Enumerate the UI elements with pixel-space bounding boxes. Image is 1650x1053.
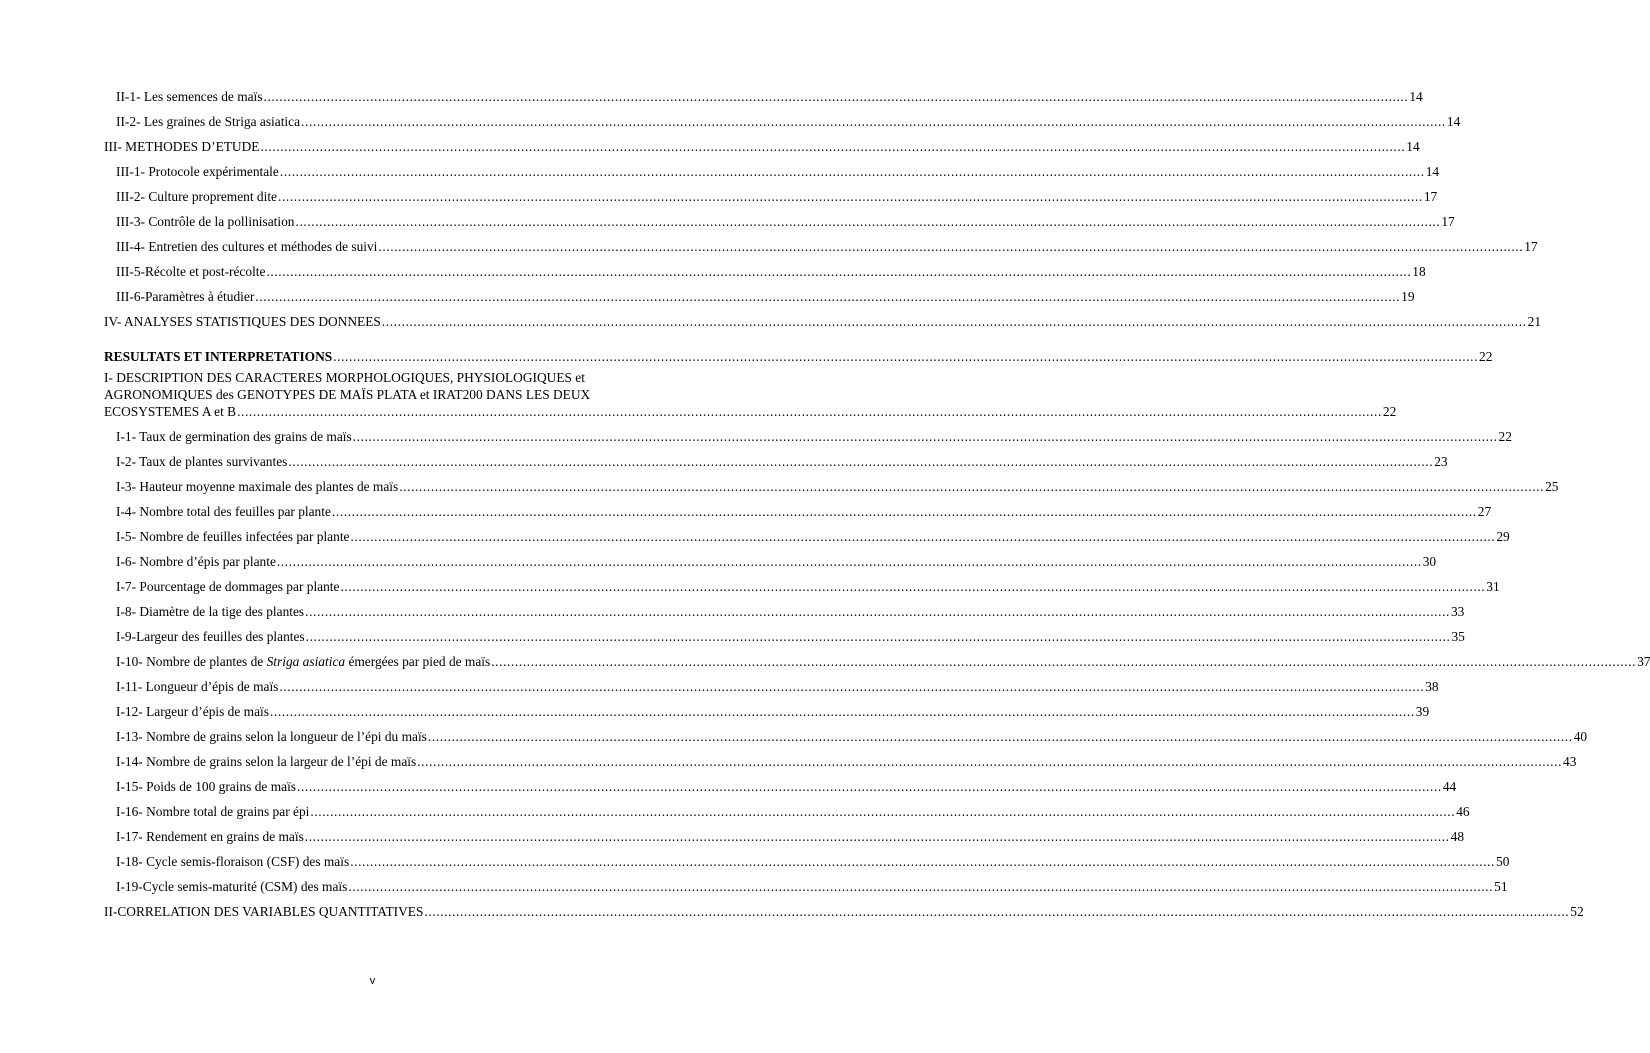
toc-entry-last-line — [104, 403, 1397, 420]
toc-entry-page: 52 — [1570, 904, 1584, 919]
toc-entry[interactable] — [104, 88, 1423, 105]
toc-entry-label: I-4- Nombre total des feuilles par plante — [116, 504, 331, 519]
toc-entry-page: 22 — [1382, 404, 1397, 419]
toc-entry[interactable] — [104, 453, 1448, 470]
toc-entry-label: I-2- Taux de plantes survivantes — [116, 454, 288, 469]
toc-entry-page: 14 — [1446, 114, 1461, 129]
dot-leader — [237, 403, 1382, 420]
toc-entry[interactable] — [104, 578, 1500, 595]
toc-entry[interactable] — [104, 703, 1430, 720]
toc-entry[interactable] — [104, 503, 1492, 520]
toc-entry-label: II-1- Les semences de maïs — [116, 89, 263, 104]
toc-entry-label: III-4- Entretien des cultures et méthodes de suivi — [116, 239, 378, 254]
toc-entry[interactable] — [104, 603, 1465, 620]
toc-entry-label: I-6- Nombre d’épis par plante — [116, 554, 276, 569]
toc-entry-label: I-17- Rendement en grains de maïs — [116, 829, 304, 844]
toc-entry[interactable] — [104, 288, 1415, 305]
toc-entry-label: I-5- Nombre de feuilles infectées par plante — [116, 529, 350, 544]
toc-entry-label: I-3- Hauteur moyenne maximale des plantes de maïs — [116, 479, 399, 494]
dot-leader — [351, 528, 1496, 545]
dot-leader — [305, 603, 1450, 620]
toc-entry[interactable] — [104, 188, 1438, 205]
toc-entry-label-line: AGRONOMIQUES des GENOTYPES DE MAÏS PLATA et IRAT200 DANS LES DEUX — [104, 387, 591, 402]
table-of-contents — [104, 88, 1650, 920]
toc-entry[interactable] — [104, 628, 1465, 645]
toc-entry-label: III-1- Protocole expérimentale — [116, 164, 279, 179]
toc-entry-label-line: I- DESCRIPTION DES CARACTERES MORPHOLOGIQUES, PHYSIOLOGIQUES et — [104, 370, 585, 385]
toc-entry-description[interactable] — [104, 369, 1397, 420]
dot-leader — [332, 503, 1477, 520]
dot-leader — [382, 313, 1527, 330]
toc-entry[interactable] — [104, 728, 1588, 745]
toc-entry-page: 43 — [1563, 754, 1577, 769]
toc-entry-page: 33 — [1450, 604, 1465, 619]
toc-entry[interactable] — [104, 263, 1426, 280]
toc-entry-label: III- METHODES D’ETUDE — [104, 139, 260, 154]
toc-entry-page: 14 — [1406, 139, 1420, 154]
toc-entry-label: I-12- Largeur d’épis de maïs — [116, 704, 269, 719]
dot-leader — [348, 878, 1493, 895]
page-number: v — [369, 975, 376, 987]
toc-entry-page: 27 — [1477, 504, 1492, 519]
toc-entry-label: IV- ANALYSES STATISTIQUES DES DONNEES — [104, 314, 381, 329]
toc-entry[interactable] — [104, 803, 1470, 820]
toc-entry-page: 37 — [1637, 654, 1650, 669]
dot-leader — [277, 553, 1422, 570]
dot-leader — [424, 903, 1569, 920]
toc-entry[interactable] — [104, 478, 1559, 495]
toc-entry-page: 14 — [1409, 89, 1423, 104]
toc-entry-label: III-3- Contrôle de la pollinisation — [116, 214, 295, 229]
dot-leader — [266, 263, 1411, 280]
toc-entry[interactable] — [104, 678, 1439, 695]
toc-entry[interactable] — [104, 553, 1437, 570]
toc-entry-label: III-2- Culture proprement dite — [116, 189, 278, 204]
toc-entry-label: I-11- Longueur d’épis de maïs — [116, 679, 279, 694]
toc-entry-page: 46 — [1456, 804, 1470, 819]
toc-entry[interactable] — [104, 853, 1510, 870]
toc-entry-page: 31 — [1486, 579, 1500, 594]
toc-entry-label: III-6-Paramètres à étudier — [116, 289, 255, 304]
toc-entry-label: I-1- Taux de germination des grains de maïs — [116, 429, 352, 444]
dot-leader — [255, 288, 1400, 305]
dot-leader — [340, 578, 1485, 595]
toc-entry-page: 29 — [1496, 529, 1510, 544]
toc-entry-label: I-7- Pourcentage de dommages par plante — [116, 579, 340, 594]
toc-entry-label-suffix: émergées par pied de maïs — [345, 654, 491, 669]
toc-entry-page: 25 — [1545, 479, 1559, 494]
toc-heading-label: RESULTATS ET INTERPRETATIONS — [104, 349, 333, 364]
toc-entry-page: 48 — [1450, 829, 1465, 844]
toc-entry-label: I-15- Poids de 100 grains de maïs — [116, 779, 297, 794]
toc-entry-label: I-18- Cycle semis-floraison (CSF) des maïs — [116, 854, 350, 869]
dot-leader — [491, 653, 1636, 670]
dot-leader — [278, 188, 1423, 205]
dot-leader — [310, 803, 1455, 820]
toc-entry[interactable] — [104, 753, 1577, 770]
toc-entry-page: 51 — [1494, 879, 1508, 894]
toc-entry-page: 35 — [1451, 629, 1465, 644]
toc-entry-page: 50 — [1496, 854, 1510, 869]
toc-entry-label: II-CORRELATION DES VARIABLES QUANTITATIVES — [104, 904, 424, 919]
dot-leader — [333, 348, 1478, 365]
toc-entry-page: 17 — [1441, 214, 1455, 229]
toc-entry-page: 19 — [1401, 289, 1415, 304]
toc-entry-page: 17 — [1423, 189, 1438, 204]
dot-leader — [260, 138, 1405, 155]
toc-entry-label: I-13- Nombre de grains selon la longueur de l’épi du maïs — [116, 729, 427, 744]
dot-leader — [288, 453, 1433, 470]
toc-entry-label: ECOSYSTEMES A et B — [104, 404, 237, 419]
dot-leader — [306, 628, 1451, 645]
toc-section-heading[interactable] — [104, 348, 1493, 365]
toc-entry-page: 21 — [1527, 314, 1542, 329]
species-name: Striga asiatica — [266, 654, 346, 669]
dot-leader — [417, 753, 1562, 770]
dot-leader — [301, 113, 1446, 130]
toc-entry[interactable] — [104, 313, 1542, 330]
toc-entry-page: 17 — [1524, 239, 1538, 254]
toc-entry-page: 23 — [1434, 454, 1448, 469]
toc-entry-label: I-9-Largeur des feuilles des plantes — [116, 629, 305, 644]
toc-entry[interactable] — [104, 828, 1465, 845]
toc-entry-label: I-14- Nombre de grains selon la largeur de l’épi de maïs — [116, 754, 417, 769]
toc-entry-page: 40 — [1573, 729, 1588, 744]
dot-leader — [353, 428, 1498, 445]
toc-entry[interactable] — [104, 238, 1538, 255]
dot-leader — [297, 778, 1442, 795]
toc-entry-page: 22 — [1498, 429, 1512, 444]
dot-leader — [399, 478, 1544, 495]
toc-entry-page: 30 — [1422, 554, 1437, 569]
toc-entry[interactable] — [104, 878, 1508, 895]
toc-entry-label: I-19-Cycle semis-maturité (CSM) des maïs — [116, 879, 348, 894]
toc-entry[interactable] — [104, 428, 1512, 445]
toc-entry-page: 22 — [1479, 349, 1493, 364]
dot-leader — [428, 728, 1573, 745]
toc-entry-label: II-2- Les graines de Striga asiatica — [116, 114, 301, 129]
toc-entry-page: 18 — [1412, 264, 1426, 279]
toc-entry[interactable] — [104, 213, 1455, 230]
toc-entry-page: 38 — [1425, 679, 1439, 694]
toc-entry[interactable] — [104, 138, 1420, 155]
toc-entry-page: 14 — [1425, 164, 1440, 179]
dot-leader — [305, 828, 1450, 845]
dot-leader — [264, 88, 1409, 105]
dot-leader — [280, 163, 1425, 180]
toc-entry-label: I-8- Diamètre de la tige des plantes — [116, 604, 305, 619]
dot-leader — [296, 213, 1441, 230]
dot-leader — [279, 678, 1424, 695]
toc-entry-label: III-5-Récolte et post-récolte — [116, 264, 266, 279]
dot-leader — [378, 238, 1523, 255]
toc-entry-page: 44 — [1442, 779, 1457, 794]
toc-entry[interactable] — [104, 653, 1650, 670]
dot-leader — [270, 703, 1415, 720]
toc-entry-label-prefix: I-10- Nombre de plantes de — [116, 654, 267, 669]
toc-entry[interactable] — [104, 903, 1584, 920]
toc-entry[interactable] — [104, 113, 1461, 130]
toc-entry[interactable] — [104, 528, 1510, 545]
toc-entry-label: I-16- Nombre total de grains par épi — [116, 804, 310, 819]
toc-entry-label — [116, 653, 490, 670]
toc-entry-page: 39 — [1415, 704, 1430, 719]
dot-leader — [350, 853, 1495, 870]
toc-entry[interactable] — [104, 163, 1440, 180]
toc-entry[interactable] — [104, 778, 1457, 795]
